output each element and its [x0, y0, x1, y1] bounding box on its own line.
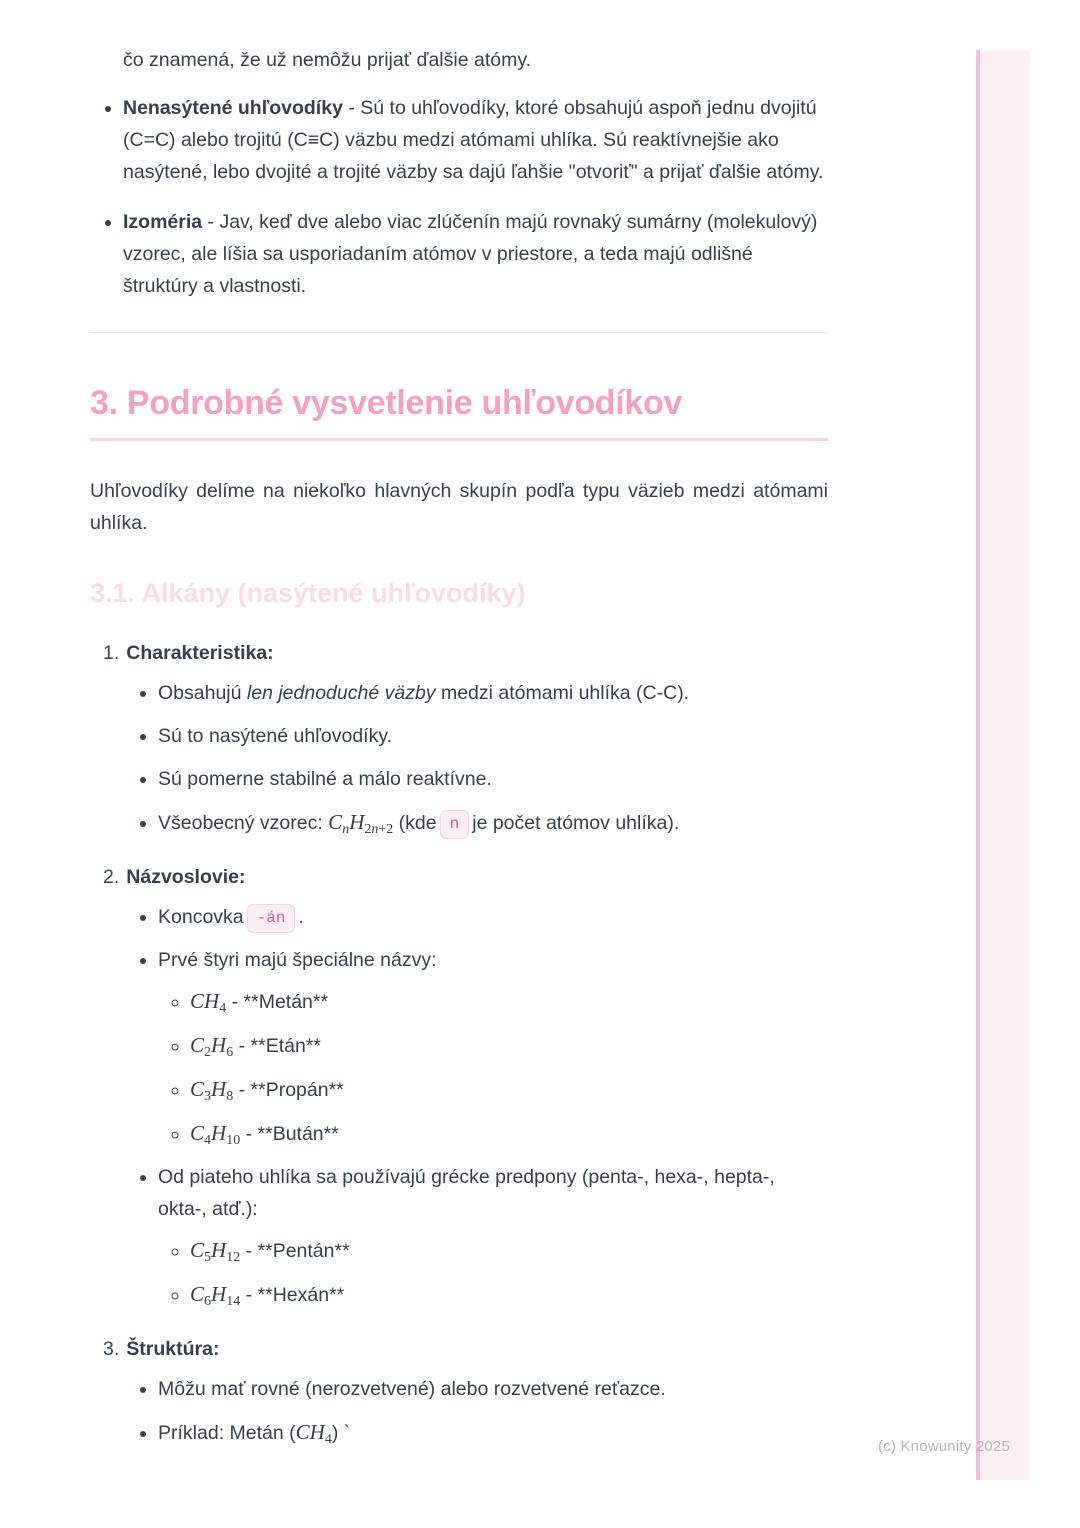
alkanes-outline: [90, 637, 828, 1449]
formula-subscript: 14: [226, 1294, 241, 1309]
formula-subscript: 4: [204, 1133, 212, 1148]
formula-subscript: 6: [226, 1045, 234, 1060]
formula-symbol: C: [190, 1282, 205, 1306]
definitions-list: [90, 92, 828, 302]
text-run: Všeobecný vzorec:: [158, 812, 329, 834]
formula-subscript: 2: [204, 1045, 212, 1060]
general-formula: [328, 810, 394, 837]
definition-text: - Jav, keď dve alebo viac zlúčenín majú rovnaký sumárny (molekulový) vzorec, ale líšia sa usporiadaním atómov v priestore, a teda majú odlišné štruktúry a vlastnosti.: [123, 211, 818, 297]
alkane-item: [190, 1073, 828, 1106]
chemical-formula: [190, 1033, 234, 1060]
text-run: ) `: [331, 1422, 351, 1444]
paragraph-continuation: čo znamená, že už nemôžu prijať ďalšie atómy.: [123, 49, 532, 71]
formula-symbol: H: [211, 1033, 227, 1057]
alkane-item: [190, 1117, 828, 1150]
outline-number: 1.: [103, 642, 120, 664]
list-item: • Sú pomerne stabilné a málo reaktívne.: [158, 763, 828, 795]
alkane-item: [190, 1278, 828, 1311]
nazvoslovie-list: [90, 901, 828, 1311]
list-item-nenasytene: [123, 92, 828, 188]
formula-subscript: 8: [226, 1089, 234, 1104]
formula-subscript: 12: [226, 1250, 241, 1265]
special-names-list: [158, 985, 828, 1150]
formula-symbol: H: [211, 1077, 227, 1101]
formula-subscript: [364, 822, 393, 837]
formula-symbol: C: [190, 989, 205, 1013]
outline-label: Štruktúra:: [126, 1338, 220, 1360]
list-item: • Môžu mať rovné (nerozvetvené) alebo rozvetvené reťazce.: [158, 1373, 828, 1405]
list-item: [158, 901, 828, 933]
subscript-variable: n: [371, 822, 379, 837]
text-run: Od piateho uhlíka sa používajú grécke predpony (penta-, hexa-, hepta-, okta-, atď.):: [158, 1166, 775, 1220]
alkane-name: - **Pentán**: [240, 1240, 350, 1262]
chemical-formula: [295, 1420, 332, 1447]
struktura-list: [90, 1373, 828, 1449]
section-heading: 3. Podrobné vysvetlenie uhľovodíkov: [90, 383, 828, 441]
text-run: je počet atómov uhlíka).: [472, 812, 680, 834]
formula-subscript: n: [342, 822, 350, 837]
definition-term: Nenasýtené uhľovodíky: [123, 97, 343, 119]
list-item-izomeria: [123, 206, 828, 302]
outline-label: Charakteristika:: [126, 642, 274, 664]
chemical-formula: [190, 1121, 241, 1148]
list-item: [158, 806, 828, 839]
subscript-digit: +2: [378, 822, 394, 837]
outline-item-head: [90, 1333, 828, 1365]
definition-term: Izoméria: [123, 211, 203, 233]
text-run: (kde: [393, 812, 437, 834]
outline-item-head: [90, 637, 828, 669]
chemical-formula: [190, 1238, 241, 1265]
greek-prefix-list: [158, 1234, 828, 1311]
chemical-formula: [190, 1282, 241, 1309]
outline-item-charakteristika: [90, 637, 828, 839]
list-item: • Sú to nasýtené uhľovodíky.: [158, 720, 828, 752]
formula-symbol: C: [328, 810, 343, 834]
subsection-heading: 3.1. Alkány (nasýtené uhľovodíky): [90, 578, 526, 608]
section-divider: [90, 332, 828, 333]
formula-symbol: H: [211, 1282, 227, 1306]
alkane-name: - **Hexán**: [240, 1284, 345, 1306]
alkane-name: - **Etán**: [233, 1035, 321, 1057]
outline-item-nazvoslovie: [90, 861, 828, 1311]
formula-symbol: C: [190, 1238, 205, 1262]
formula-subscript: 6: [204, 1294, 212, 1309]
alkane-name: - **Propán**: [233, 1079, 344, 1101]
formula-subscript: 4: [219, 1001, 227, 1016]
chemical-formula: [190, 989, 227, 1016]
formula-subscript: 3: [204, 1089, 212, 1104]
formula-symbol: H: [349, 810, 365, 834]
outline-item-head: [90, 861, 828, 893]
alkane-name: - **Bután**: [240, 1123, 339, 1145]
definition-text: - Sú to uhľovodíky, ktoré obsahujú aspoň jednu dvojitú (C=C) alebo trojitú (C≡C) väzbu medzi atómami uhlíka. Sú reaktívnejšie ako nasýtené, lebo dvojité a trojité väzby sa dajú ľahšie "otvoriť" a prijať ďalšie atómy.: [123, 97, 824, 183]
text-run: Obsahujú: [158, 682, 247, 704]
formula-symbol: C: [190, 1121, 205, 1145]
text-run: Príklad: Metán (: [158, 1422, 296, 1444]
formula-subscript: 4: [324, 1432, 332, 1447]
copyright-notice: (c) Knowunity 2025: [877, 1438, 1010, 1455]
outline-label: Názvoslovie:: [126, 866, 246, 888]
inline-code-suffix: -án: [247, 904, 296, 933]
text-run: Koncovka: [158, 906, 244, 928]
list-item: [158, 1161, 828, 1311]
formula-symbol: H: [211, 1121, 227, 1145]
charakteristika-list: [90, 677, 828, 839]
formula-subscript: 5: [204, 1250, 212, 1265]
outline-number: 2.: [103, 866, 120, 888]
subscript-digit: 2: [364, 822, 372, 837]
list-item: [158, 944, 828, 1150]
text-run: Prvé štyri majú špeciálne názvy:: [158, 949, 437, 971]
document-page: [90, 44, 828, 1471]
section-intro-paragraph: Uhľovodíky delíme na niekoľko hlavných skupín podľa typu väzieb medzi atómami uhlíka.: [90, 480, 828, 534]
alkane-item: [190, 1234, 828, 1267]
list-item: [158, 677, 828, 709]
alkane-item: [190, 985, 828, 1018]
formula-symbol: C: [190, 1033, 205, 1057]
list-item: [158, 1416, 828, 1449]
formula-symbol: CH: [295, 1420, 325, 1444]
outline-item-struktura: [90, 1333, 828, 1449]
emphasized-text: len jednoduché väzby: [246, 682, 436, 704]
formula-symbol: H: [211, 1238, 227, 1262]
alkane-name: - **Metán**: [226, 991, 329, 1013]
formula-symbol: H: [204, 989, 220, 1013]
alkane-item: [190, 1029, 828, 1062]
formula-symbol: C: [190, 1077, 205, 1101]
text-run: .: [298, 906, 304, 928]
inline-code-n: n: [440, 810, 470, 839]
outline-number: 3.: [103, 1338, 120, 1360]
chemical-formula: [190, 1077, 234, 1104]
page-edge-strip: [976, 50, 1030, 1480]
formula-subscript: 10: [226, 1133, 241, 1148]
text-run: medzi atómami uhlíka (C-C).: [435, 682, 690, 704]
